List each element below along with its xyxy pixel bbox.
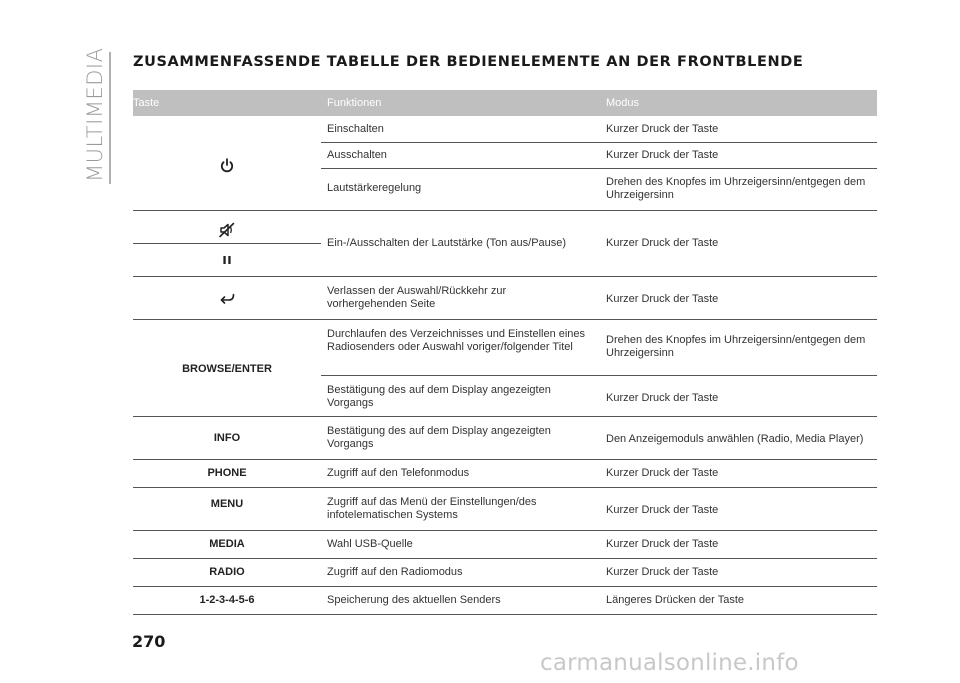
key-browse-enter: BROWSE/ENTER — [182, 363, 272, 375]
row-menu-modus: Kurzer Druck der Taste — [606, 504, 719, 516]
row-phone-funktion: Zugriff auf den Telefonmodus — [327, 467, 470, 479]
row-divider — [321, 168, 877, 169]
section-divider — [109, 52, 111, 184]
table-row-menu — [133, 488, 877, 531]
table-row-browse-enter — [133, 320, 877, 417]
table-row-back — [133, 277, 877, 320]
table-header — [133, 90, 877, 116]
controls-table — [133, 90, 877, 615]
page-number: 270 — [132, 632, 166, 651]
key-media: MEDIA — [209, 538, 245, 550]
row-radio-funktion: Zugriff auf den Radiomodus — [327, 566, 463, 578]
row-divider — [133, 243, 321, 244]
row-info-funktion: Bestätigung des auf dem Display angezeigten Vorgangs — [327, 425, 551, 450]
row-back-modus: Kurzer Druck der Taste — [606, 293, 719, 305]
row-ausschalten-modus: Kurzer Druck der Taste — [606, 149, 719, 161]
mute-icon — [215, 220, 239, 240]
row-phone-modus: Kurzer Druck der Taste — [606, 467, 719, 479]
table-row-mute — [133, 211, 877, 277]
row-radio-modus: Kurzer Druck der Taste — [606, 566, 719, 578]
table-row-info — [133, 417, 877, 460]
table-row-radio — [133, 559, 877, 587]
row-browse2-modus: Kurzer Druck der Taste — [606, 392, 719, 404]
row-divider — [321, 142, 877, 143]
row-lautstaerke-funktion: Lautstärkeregelung — [327, 182, 422, 194]
row-lautstaerke-modus: Drehen des Knopfes im Uhrzeigersinn/entgegen dem Uhrzeigersinn — [606, 176, 866, 201]
table-row-phone — [133, 460, 877, 488]
pause-icon — [215, 251, 239, 271]
key-radio: RADIO — [209, 566, 245, 578]
section-label: MULTIMEDIA — [83, 47, 107, 182]
back-icon — [215, 289, 239, 309]
header-modus: Modus — [606, 97, 640, 109]
row-menu-funktion: Zugriff auf das Menü der Einstellungen/des infotelematischen Systems — [327, 496, 537, 521]
header-funktionen: Funktionen — [327, 97, 382, 109]
key-menu: MENU — [210, 498, 244, 510]
row-browse1-modus: Drehen des Knopfes im Uhrzeigersinn/entgegen dem Uhrzeigersinn — [606, 334, 866, 359]
key-presets: 1-2-3-4-5-6 — [199, 594, 255, 606]
row-browse1-funktion: Durchlaufen des Verzeichnisses und Einstellen eines Radiosenders oder Auswahl voriger/folgender Titel — [327, 328, 586, 353]
row-einschalten-modus: Kurzer Druck der Taste — [606, 123, 719, 135]
page-title: ZUSAMMENFASSENDE TABELLE DER BEDIENELEMENTE AN DER FRONTBLENDE — [133, 54, 804, 70]
row-media-modus: Kurzer Druck der Taste — [606, 538, 719, 550]
row-einschalten-funktion: Einschalten — [327, 123, 384, 135]
row-mute-funktion: Ein-/Ausschalten der Lautstärke (Ton aus/Pause) — [327, 237, 567, 249]
table-row-media — [133, 531, 877, 559]
row-info-modus: Den Anzeigemoduls anwählen (Radio, Media Player) — [606, 433, 864, 445]
row-mute-modus: Kurzer Druck der Taste — [606, 237, 719, 249]
power-icon — [215, 156, 239, 176]
table-row-power — [133, 116, 877, 211]
key-phone: PHONE — [207, 467, 247, 479]
row-presets-funktion: Speicherung des aktuellen Senders — [327, 594, 501, 606]
watermark: carmanualsonline.info — [540, 650, 799, 676]
row-back-funktion: Verlassen der Auswahl/Rückkehr zur vorhergehenden Seite — [327, 285, 507, 310]
key-info: INFO — [213, 432, 241, 444]
row-media-funktion: Wahl USB-Quelle — [327, 538, 413, 550]
row-ausschalten-funktion: Ausschalten — [327, 149, 387, 161]
row-presets-modus: Längeres Drücken der Taste — [606, 594, 744, 606]
row-browse2-funktion: Bestätigung des auf dem Display angezeigten Vorgangs — [327, 384, 551, 409]
header-taste: Taste — [133, 97, 160, 109]
table-row-presets — [133, 587, 877, 615]
row-divider — [321, 375, 877, 376]
